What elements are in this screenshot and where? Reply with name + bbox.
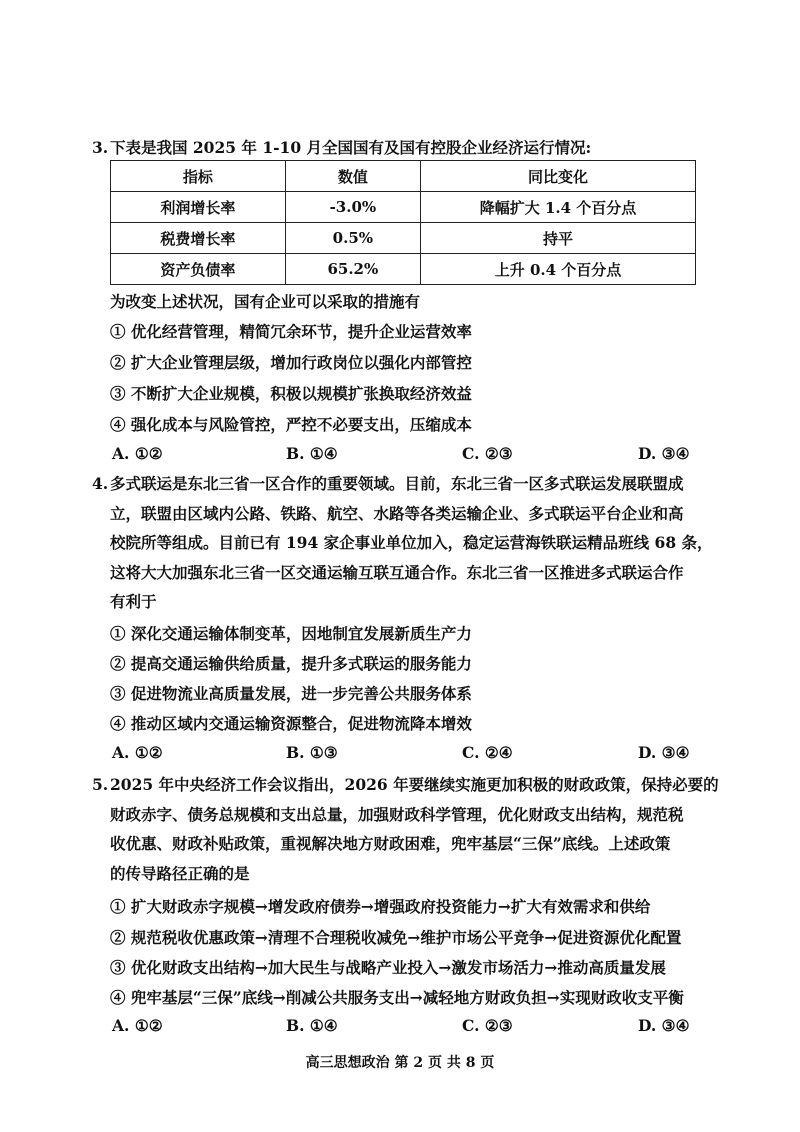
choice-b[interactable]: B. ①③ — [286, 743, 338, 762]
q5-item-1: ① 扩大财政赤字规模→增发政府债券→增强政府投资能力→扩大有效需求和供给 — [110, 897, 651, 916]
choice-a[interactable]: A. ①② — [112, 743, 163, 762]
table-cell: 税费增长率 — [111, 223, 286, 254]
table-cell: 利润增长率 — [111, 192, 286, 223]
choice-a[interactable]: A. ①② — [112, 444, 163, 463]
table-cell: -3.0% — [285, 192, 420, 223]
table-cell: 上升 0.4 个百分点 — [421, 254, 696, 285]
table-cell: 持平 — [421, 223, 696, 254]
q4-stem-line: 这将大大加强东北三省一区交通运输互联互通合作。东北三省一区推进多式联运合作 — [110, 562, 684, 582]
q5-item-4: ④ 兜牢基层“三保”底线→削减公共服务支出→减轻地方财政负担→实现财政收支平衡 — [110, 988, 684, 1007]
q4-number: 4. — [92, 474, 109, 493]
table-header-cell: 同比变化 — [421, 161, 696, 192]
q5-choices — [110, 1016, 700, 1040]
table-row — [111, 223, 696, 254]
table-header-cell: 指标 — [111, 161, 286, 192]
q4-item-4: ④ 推动区域内交通运输资源整合，促进物流降本增效 — [110, 714, 472, 733]
q5-stem-line: 2025 年中央经济工作会议指出，2026 年要继续实施更加积极的财政政策，保持必要的 — [110, 775, 719, 794]
choice-b[interactable]: B. ①④ — [286, 1016, 338, 1035]
q3-data-table — [110, 160, 696, 285]
table-cell: 0.5% — [285, 223, 420, 254]
q3-prompt: 为改变上述状况，国有企业可以采取的措施有 — [110, 292, 421, 311]
q4-item-2: ② 提高交通运输供给质量，提升多式联运的服务能力 — [110, 654, 472, 673]
page-footer: 高三思想政治 第 2 页 共 8 页 — [305, 1055, 495, 1071]
q3-stem-line — [92, 133, 702, 163]
choice-c[interactable]: C. ②④ — [462, 743, 513, 762]
q4-item-3: ③ 促进物流业高质量发展，进一步完善公共服务体系 — [110, 684, 472, 703]
q4-stem-line: 立，联盟由区域内公路、铁路、航空、水路等各类运输企业、多式联运平台企业和高 — [110, 503, 684, 523]
q5-item-2: ② 规范税收优惠政策→清理不合理税收减免→维护市场公平竞争→促进资源优化配置 — [110, 928, 682, 947]
q3-number: 3. — [92, 138, 109, 157]
table-cell: 资产负债率 — [111, 254, 286, 285]
choice-c[interactable]: C. ②③ — [462, 1016, 513, 1035]
table-cell: 65.2% — [285, 254, 420, 285]
q3-item-1: ① 优化经营管理，精简冗余环节，提升企业运营效率 — [110, 322, 472, 341]
choice-c[interactable]: C. ②③ — [462, 444, 513, 463]
q5-stem-line: 的传导路径正确的是 — [110, 863, 250, 883]
choice-a[interactable]: A. ①② — [112, 1016, 163, 1035]
q5-number: 5. — [92, 775, 109, 794]
choice-d[interactable]: D. ③④ — [638, 444, 690, 463]
choice-d[interactable]: D. ③④ — [638, 743, 690, 762]
table-row — [111, 192, 696, 223]
table-row — [111, 254, 696, 285]
q3-choices — [110, 444, 700, 468]
q5-item-3: ③ 优化财政支出结构→加大民生与战略产业投入→激发市场活力→推动高质量发展 — [110, 958, 666, 977]
q3-item-2: ② 扩大企业管理层级，增加行政岗位以强化内部管控 — [110, 353, 472, 372]
q3-item-3: ③ 不断扩大企业规模，积极以规模扩张换取经济效益 — [110, 384, 472, 403]
choice-b[interactable]: B. ①④ — [286, 444, 338, 463]
q3-item-4: ④ 强化成本与风险管控，严控不必要支出，压缩成本 — [110, 415, 472, 434]
choice-d[interactable]: D. ③④ — [638, 1016, 690, 1035]
q5-stem-line: 财政赤字、债务总规模和支出总量，加强财政科学管理，优化财政支出结构，规范税 — [110, 804, 684, 824]
q5-stem — [92, 770, 719, 888]
q4-item-1: ① 深化交通运输体制变革，因地制宜发展新质生产力 — [110, 624, 472, 643]
table-header-row — [111, 161, 696, 192]
table-header-cell: 数值 — [285, 161, 420, 192]
q3-stem: 下表是我国 2025 年 1-10 月全国国有及国有控股企业经济运行情况: — [110, 138, 592, 157]
q5-stem-line: 收优惠、财政补贴政策，重视解决地方财政困难，兜牢基层“三保”底线。上述政策 — [110, 834, 671, 853]
q4-stem — [92, 469, 713, 617]
table-cell: 降幅扩大 1.4 个百分点 — [421, 192, 696, 223]
q4-stem-line: 有利于 — [110, 592, 157, 611]
q4-stem-line: 多式联运是东北三省一区合作的重要领域。目前，东北三省一区多式联运发展联盟成 — [110, 474, 684, 493]
q4-choices — [110, 743, 700, 767]
q4-stem-line: 校院所等组成。目前已有 194 家企事业单位加入，稳定运营海铁联运精品班线 68 条， — [110, 533, 713, 552]
